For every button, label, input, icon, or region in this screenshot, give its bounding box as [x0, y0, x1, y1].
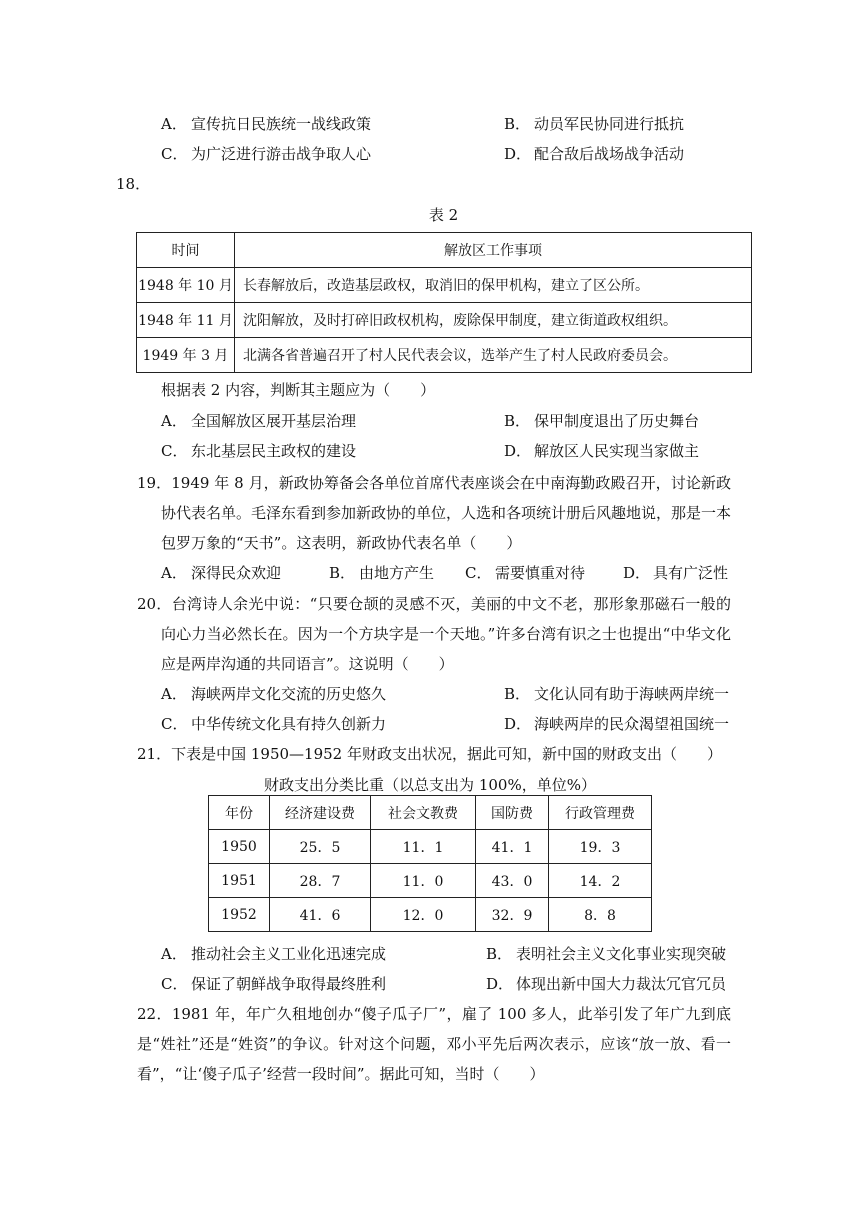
table-cell: 19．3 — [549, 830, 652, 864]
q21-stem: 21．下表是中国 1950—1952 年财政支出状况，据此可知，新中国的财政支出（ ） — [137, 745, 722, 763]
table-header-cell: 经济建设费 — [270, 796, 371, 830]
q21-option-a: A． 推动社会主义工业化迅速完成 — [161, 945, 387, 963]
q18-table-caption: 表 2 — [428, 206, 459, 224]
table-row — [137, 268, 752, 303]
table-cell: 1950 — [209, 830, 270, 864]
table-row — [209, 898, 652, 932]
q18-option-a: A． 全国解放区展开基层治理 — [161, 412, 357, 430]
table-header-cell: 国防费 — [476, 796, 549, 830]
q18-option-d: D． 解放区人民实现当家做主 — [504, 442, 700, 460]
table-cell: 41．6 — [270, 898, 371, 932]
table-header-cell: 时间 — [137, 233, 235, 268]
q19-option-d: D． 具有广泛性 — [623, 564, 729, 582]
table-cell: 1948 年 10 月 — [137, 268, 235, 303]
q22-stem: 22．1981 年，年广久租地创办“傻子瓜子厂”，雇了 100 多人，此举引发了年广九到底是“姓社”还是“姓资”的争议。针对这个问题，邓小平先后两次表示，应该“放一放、看一看”，“让‘傻子瓜子’经营一段时间”。据此可知，当时（ ） — [137, 1005, 731, 1083]
q19-stem: 19．1949 年 8 月，新政协筹备会各单位首席代表座谈会在中南海勤政殿召开，讨论新政协代表名单。毛泽东看到参加新政协的单位，人选和各项统计册后风趣地说，那是一本包罗万象的“天书”。这表明，新政协代表名单（ ） — [137, 474, 732, 552]
q19-option-b: B． 由地方产生 — [329, 564, 435, 582]
table-header-cell: 社会文教费 — [371, 796, 476, 830]
q19-option-a: A． 深得民众欢迎 — [161, 564, 282, 582]
table-header-cell: 解放区工作事项 — [235, 233, 752, 268]
q21-table-caption: 财政支出分类比重（以总支出为 100%，单位%） — [264, 776, 596, 794]
table-cell: 沈阳解放，及时打碎旧政权机构，废除保甲制度，建立街道政权组织。 — [235, 303, 752, 338]
table-cell: 41．1 — [476, 830, 549, 864]
q21-option-c: C． 保证了朝鲜战争取得最终胜利 — [161, 975, 387, 993]
q18-table — [136, 232, 752, 373]
table-cell: 12．0 — [371, 898, 476, 932]
table-cell: 43．0 — [476, 864, 549, 898]
q18-number: 18． — [116, 175, 151, 193]
q18-option-c: C． 东北基层民主政权的建设 — [161, 442, 357, 460]
table-cell: 1948 年 11 月 — [137, 303, 235, 338]
q18-stem: 根据表 2 内容，判断其主题应为（ ） — [161, 381, 436, 399]
q20-option-c: C． 中华传统文化具有持久创新力 — [161, 715, 387, 733]
q20-option-b: B． 文化认同有助于海峡两岸统一 — [504, 685, 730, 703]
table-row — [209, 864, 652, 898]
table-cell: 1949 年 3 月 — [137, 338, 235, 373]
table-row — [209, 830, 652, 864]
q19-option-c: C． 需要慎重对待 — [465, 564, 586, 582]
q17-option-a: A． 宣传抗日民族统一战线政策 — [161, 115, 372, 133]
table-cell: 11．0 — [371, 864, 476, 898]
table-cell: 1951 — [209, 864, 270, 898]
table-cell: 长春解放后，改造基层政权，取消旧的保甲机构，建立了区公所。 — [235, 268, 752, 303]
table-header-cell: 年份 — [209, 796, 270, 830]
q17-option-b: B． 动员军民协同进行抵抗 — [504, 115, 685, 133]
table-row — [137, 338, 752, 373]
table-cell: 1952 — [209, 898, 270, 932]
q20-option-a: A． 海峡两岸文化交流的历史悠久 — [161, 685, 387, 703]
q20-option-d: D． 海峡两岸的民众渴望祖国统一 — [504, 715, 730, 733]
table-header-cell: 行政管理费 — [549, 796, 652, 830]
table-cell: 25．5 — [270, 830, 371, 864]
q21-option-b: B． 表明社会主义文化事业实现突破 — [486, 945, 727, 963]
q17-option-d: D． 配合敌后战场战争活动 — [504, 145, 685, 163]
table-cell: 14．2 — [549, 864, 652, 898]
table-header-row — [209, 796, 652, 830]
table-cell: 8．8 — [549, 898, 652, 932]
q18-option-b: B． 保甲制度退出了历史舞台 — [504, 412, 700, 430]
table-cell: 北满各省普遍召开了村人民代表会议，选举产生了村人民政府委员会。 — [235, 338, 752, 373]
table-cell: 32．9 — [476, 898, 549, 932]
q21-option-d: D． 体现出新中国大力裁汰冗官冗员 — [486, 975, 727, 993]
q20-stem: 20．台湾诗人余光中说：“只要仓颉的灵感不灭，美丽的中文不老，那形象那磁石一般的向心力当必然长在。因为一个方块字是一个天地。”许多台湾有识之士也提出“中华文化应是两岸沟通的共同语言”。这说明（ ） — [137, 595, 731, 673]
table-row — [137, 303, 752, 338]
q17-option-c: C． 为广泛进行游击战争取人心 — [161, 145, 372, 163]
table-cell: 11．1 — [371, 830, 476, 864]
q21-table — [208, 795, 652, 932]
table-header-row — [137, 233, 752, 268]
table-cell: 28．7 — [270, 864, 371, 898]
